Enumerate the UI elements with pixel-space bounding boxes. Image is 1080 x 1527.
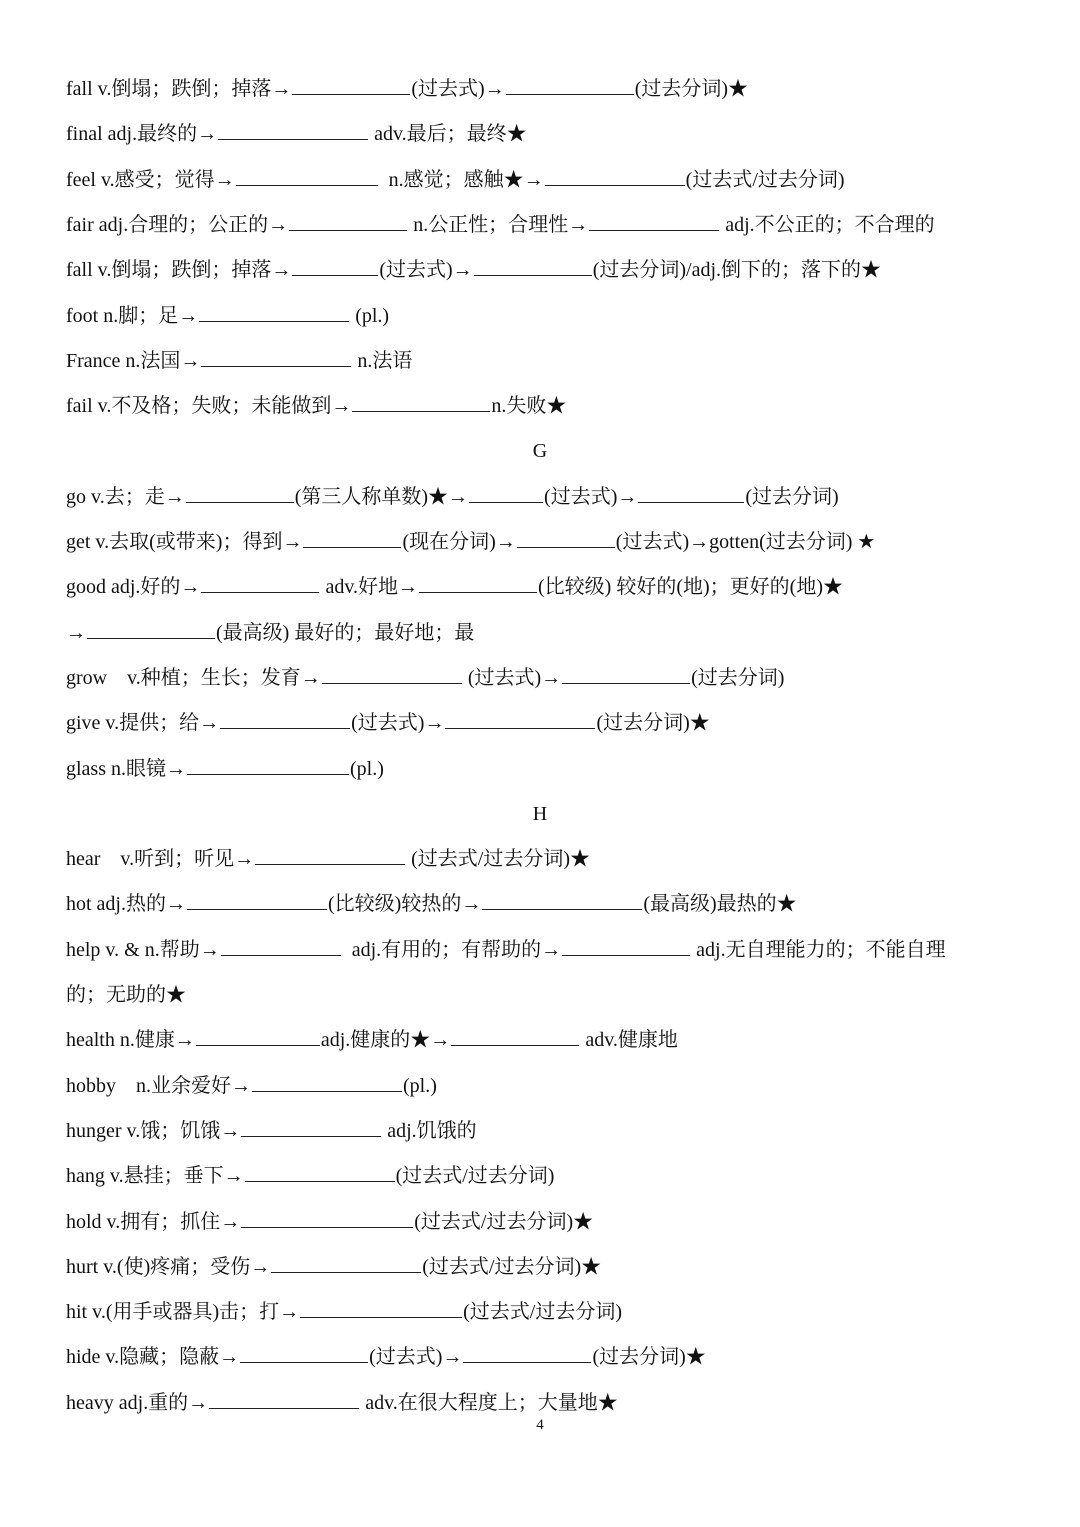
entry-text: fall v.倒塌；跌倒；掉落→ xyxy=(66,78,292,100)
fill-in-blank[interactable] xyxy=(236,167,378,186)
entry-text: n.失败★ xyxy=(491,395,567,417)
entry-text: adj.无自理能力的；不能自理 xyxy=(691,939,946,961)
entry-text: (pl.) xyxy=(350,758,384,780)
entry-text: (比较级)较热的→ xyxy=(328,893,482,915)
fill-in-blank[interactable] xyxy=(292,76,410,95)
entry-text: hit v.(用手或器具)击；打→ xyxy=(66,1301,300,1323)
entry-text: fail v.不及格；失败；未能做到→ xyxy=(66,395,352,417)
entry-text: adj.不公正的；不合理的 xyxy=(720,214,935,236)
entry-text: (过去式/过去分词)★ xyxy=(422,1256,602,1278)
fill-in-blank[interactable] xyxy=(303,529,401,548)
entry-text: hear v.听到；听见→ xyxy=(66,848,255,870)
fill-in-blank[interactable] xyxy=(451,1027,579,1046)
entry-text: (过去式/过去分词) xyxy=(395,1165,555,1187)
entry-hold xyxy=(66,1209,1040,1235)
entry-fair xyxy=(66,212,1040,238)
fill-in-blank[interactable] xyxy=(638,484,744,503)
entry-glass xyxy=(66,756,1040,782)
fill-in-blank[interactable] xyxy=(322,665,462,684)
entry-give xyxy=(66,710,1040,736)
entry-text: (pl.) xyxy=(350,305,390,327)
fill-in-blank[interactable] xyxy=(187,891,327,910)
entry-foot xyxy=(66,303,1040,329)
page-number: 4 xyxy=(536,1417,544,1433)
fill-in-blank[interactable] xyxy=(463,1344,591,1363)
entry-text: (过去式)→ xyxy=(411,78,505,100)
entry-text: good adj.好的→ xyxy=(66,576,201,598)
fill-in-blank[interactable] xyxy=(482,891,642,910)
entry-text: foot n.脚；足→ xyxy=(66,305,199,327)
entry-text: n.感觉；感触★→ xyxy=(378,169,544,191)
section-heading-h: H xyxy=(532,803,548,825)
fill-in-blank[interactable] xyxy=(201,574,319,593)
section-heading-g: G xyxy=(532,440,548,462)
entry-text: → xyxy=(66,622,86,644)
entry-help-cont xyxy=(66,982,1040,1008)
fill-in-blank[interactable] xyxy=(562,665,690,684)
fill-in-blank[interactable] xyxy=(271,1254,421,1273)
entry-text: fall v.倒塌；跌倒；掉落→ xyxy=(66,259,292,281)
entry-text: adv.好地→ xyxy=(320,576,419,598)
fill-in-blank[interactable] xyxy=(196,1027,320,1046)
entry-hobby xyxy=(66,1073,1040,1099)
entry-text: hold v.拥有；抓住→ xyxy=(66,1211,241,1233)
entry-france xyxy=(66,348,1040,374)
fill-in-blank[interactable] xyxy=(201,348,351,367)
fill-in-blank[interactable] xyxy=(289,212,407,231)
entry-hang xyxy=(66,1163,1040,1189)
entry-text: n.法语 xyxy=(352,350,413,372)
entry-text: adj.有用的；有帮助的→ xyxy=(341,939,562,961)
fill-in-blank[interactable] xyxy=(245,1163,395,1182)
entry-text: (pl.) xyxy=(403,1075,437,1097)
fill-in-blank[interactable] xyxy=(187,756,349,775)
entry-hide xyxy=(66,1344,1040,1370)
entry-text: fair adj.合理的；公正的→ xyxy=(66,214,289,236)
entry-text: (过去式)→gotten(过去分词) ★ xyxy=(615,531,876,553)
entry-text: (过去式/过去分词) xyxy=(463,1301,623,1323)
entry-text: (过去分词)★ xyxy=(596,712,710,734)
entry-fall-2 xyxy=(66,257,1040,283)
entry-text: (现在分词)→ xyxy=(402,531,516,553)
fill-in-blank[interactable] xyxy=(209,1390,359,1409)
fill-in-blank[interactable] xyxy=(252,1073,402,1092)
fill-in-blank[interactable] xyxy=(474,257,592,276)
entry-text: (过去式)→ xyxy=(462,667,562,689)
entry-hunger xyxy=(66,1118,1040,1144)
entry-hurt xyxy=(66,1254,1040,1280)
entry-text: hunger v.饿；饥饿→ xyxy=(66,1120,241,1142)
entry-hear xyxy=(66,846,1040,872)
fill-in-blank[interactable] xyxy=(255,846,405,865)
fill-in-blank[interactable] xyxy=(506,76,634,95)
entry-text: (过去式/过去分词)★ xyxy=(406,848,591,870)
entry-text: (过去式)→ xyxy=(379,259,473,281)
fill-in-blank[interactable] xyxy=(517,529,615,548)
entry-text: health n.健康→ xyxy=(66,1029,195,1051)
entry-good xyxy=(66,574,1040,600)
entry-heavy xyxy=(66,1390,1040,1416)
entry-text: grow v.种植；生长；发育→ xyxy=(66,667,321,689)
fill-in-blank[interactable] xyxy=(218,121,368,140)
entry-health xyxy=(66,1027,1040,1053)
entry-text: (过去分词) xyxy=(691,667,785,689)
entry-text: France n.法国→ xyxy=(66,350,201,372)
entry-text: hobby n.业余爱好→ xyxy=(66,1075,251,1097)
fill-in-blank[interactable] xyxy=(589,212,719,231)
fill-in-blank[interactable] xyxy=(241,1118,381,1137)
entry-text: adj.健康的★→ xyxy=(320,1029,451,1051)
entry-text: adv.在很大程度上；大量地★ xyxy=(360,1392,618,1414)
entry-text: (过去分词)★ xyxy=(634,78,749,100)
fill-in-blank[interactable] xyxy=(545,167,685,186)
entry-text: heavy adj.重的→ xyxy=(66,1392,209,1414)
entry-text: final adj.最终的→ xyxy=(66,123,218,145)
fill-in-blank[interactable] xyxy=(445,710,595,729)
fill-in-blank[interactable] xyxy=(419,574,537,593)
fill-in-blank[interactable] xyxy=(241,1209,413,1228)
entry-text: hot adj.热的→ xyxy=(66,893,186,915)
entry-text: (过去式)→ xyxy=(351,712,445,734)
entry-text: adj.饥饿的 xyxy=(382,1120,477,1142)
entry-final xyxy=(66,121,1040,147)
entry-help xyxy=(66,937,1040,963)
fill-in-blank[interactable] xyxy=(220,710,350,729)
fill-in-blank[interactable] xyxy=(221,937,341,956)
entry-text: feel v.感受；觉得→ xyxy=(66,169,235,191)
entry-text: (过去式)→ xyxy=(369,1346,463,1368)
entry-text: (比较级) 较好的(地)；更好的(地)★ xyxy=(538,576,843,598)
entry-text: (最高级)最热的★ xyxy=(643,893,797,915)
entry-text: (过去分词)★ xyxy=(592,1346,706,1368)
fill-in-blank[interactable] xyxy=(562,937,690,956)
entry-text: n.公正性；合理性→ xyxy=(408,214,589,236)
entry-text: adv.最后；最终★ xyxy=(369,123,527,145)
entry-text: (最高级) 最好的；最好地；最 xyxy=(216,622,475,644)
entry-grow xyxy=(66,665,1040,691)
entry-text: (过去式/过去分词) xyxy=(685,169,845,191)
entry-get xyxy=(66,529,1040,555)
fill-in-blank[interactable] xyxy=(300,1299,462,1318)
entry-hot xyxy=(66,891,1040,917)
entry-good-cont xyxy=(66,620,1040,646)
entry-text: go v.去；走→ xyxy=(66,486,185,508)
entry-text: hurt v.(使)疼痛；受伤→ xyxy=(66,1256,271,1278)
entry-text: (过去分词)/adj.倒下的；落下的★ xyxy=(592,259,881,281)
entry-text: help v. & n.帮助→ xyxy=(66,939,220,961)
fill-in-blank[interactable] xyxy=(186,484,294,503)
entry-text: (过去分词) xyxy=(745,486,839,508)
entry-text: glass n.眼镜→ xyxy=(66,758,186,780)
entry-text: get v.去取(或带来)；得到→ xyxy=(66,531,303,553)
fill-in-blank[interactable] xyxy=(469,484,543,503)
entry-text: (第三人称单数)★→ xyxy=(294,486,469,508)
entry-fail xyxy=(66,393,1040,419)
entry-go xyxy=(66,484,1040,510)
entry-text: 的；无助的★ xyxy=(66,984,186,1006)
entry-text: hide v.隐藏；隐蔽→ xyxy=(66,1346,240,1368)
entry-text: (过去式/过去分词)★ xyxy=(414,1211,594,1233)
entry-text: adv.健康地 xyxy=(580,1029,678,1051)
entry-feel xyxy=(66,167,1040,193)
fill-in-blank[interactable] xyxy=(240,1344,368,1363)
fill-in-blank[interactable] xyxy=(87,620,215,639)
entry-hit xyxy=(66,1299,1040,1325)
fill-in-blank[interactable] xyxy=(352,393,490,412)
entry-fall-1 xyxy=(66,76,1040,102)
entry-text: give v.提供；给→ xyxy=(66,712,220,734)
entry-text: (过去式)→ xyxy=(544,486,638,508)
entry-text: hang v.悬挂；垂下→ xyxy=(66,1165,244,1187)
fill-in-blank[interactable] xyxy=(199,303,349,322)
fill-in-blank[interactable] xyxy=(292,257,378,276)
